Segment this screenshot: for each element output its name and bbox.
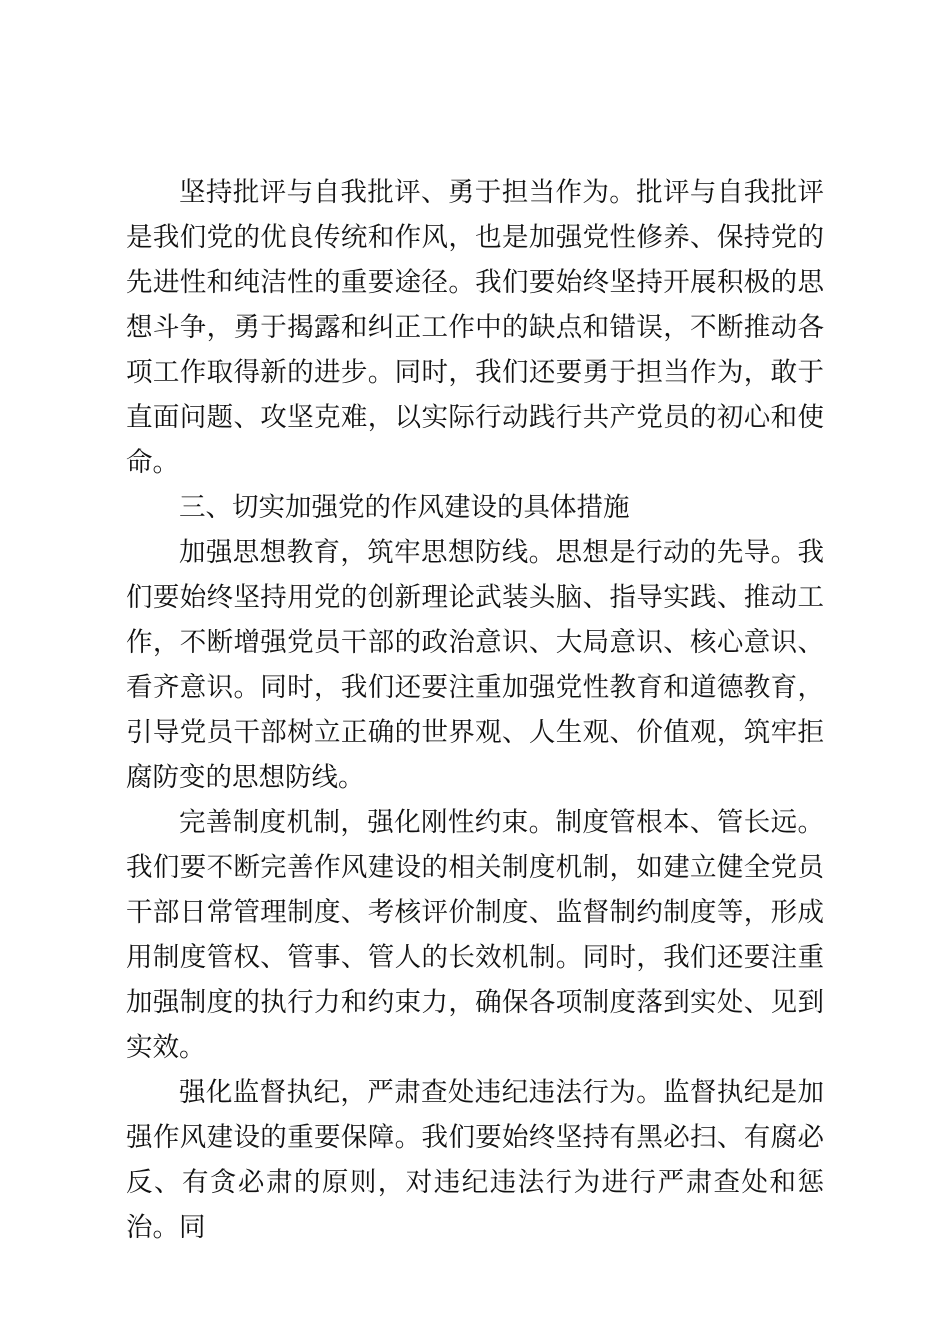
paragraph-supervision-discipline: 强化监督执纪，严肃查处违纪违法行为。监督执纪是加强作风建设的重要保障。我们要始终坚持有黑必扫、有腐必反、有贪必肃的原则，对违纪违法行为进行严肃查处和惩治。同 <box>126 1077 824 1243</box>
document-body <box>126 170 824 1250</box>
section-heading-measures: 三、切实加强党的作风建设的具体措施 <box>179 492 630 523</box>
paragraph-institutional-mechanism: 完善制度机制，强化刚性约束。制度管根本、管长远。我们要不断完善作风建设的相关制度机制，如建立健全党员干部日常管理制度、考核评价制度、监督制约制度等，形成用制度管权、管事、管人的长效机制。同时，我们还要注重加强制度的执行力和约束力，确保各项制度落到实处、见到实效。 <box>126 807 824 1063</box>
paragraph-criticism: 坚持批评与自我批评、勇于担当作为。批评与自我批评是我们党的优良传统和作风，也是加强党性修养、保持党的先进性和纯洁性的重要途径。我们要始终坚持开展积极的思想斗争，勇于揭露和纠正工作中的缺点和错误，不断推动各项工作取得新的进步。同时，我们还要勇于担当作为，敢于直面问题、攻坚克难，以实际行动践行共产党员的初心和使命。 <box>126 177 824 478</box>
paragraph-ideological-education: 加强思想教育，筑牢思想防线。思想是行动的先导。我们要始终坚持用党的创新理论武装头脑、指导实践、推动工作，不断增强党员干部的政治意识、大局意识、核心意识、看齐意识。同时，我们还要注重加强党性教育和道德教育，引导党员干部树立正确的世界观、人生观、价值观，筑牢拒腐防变的思想防线。 <box>126 537 824 793</box>
